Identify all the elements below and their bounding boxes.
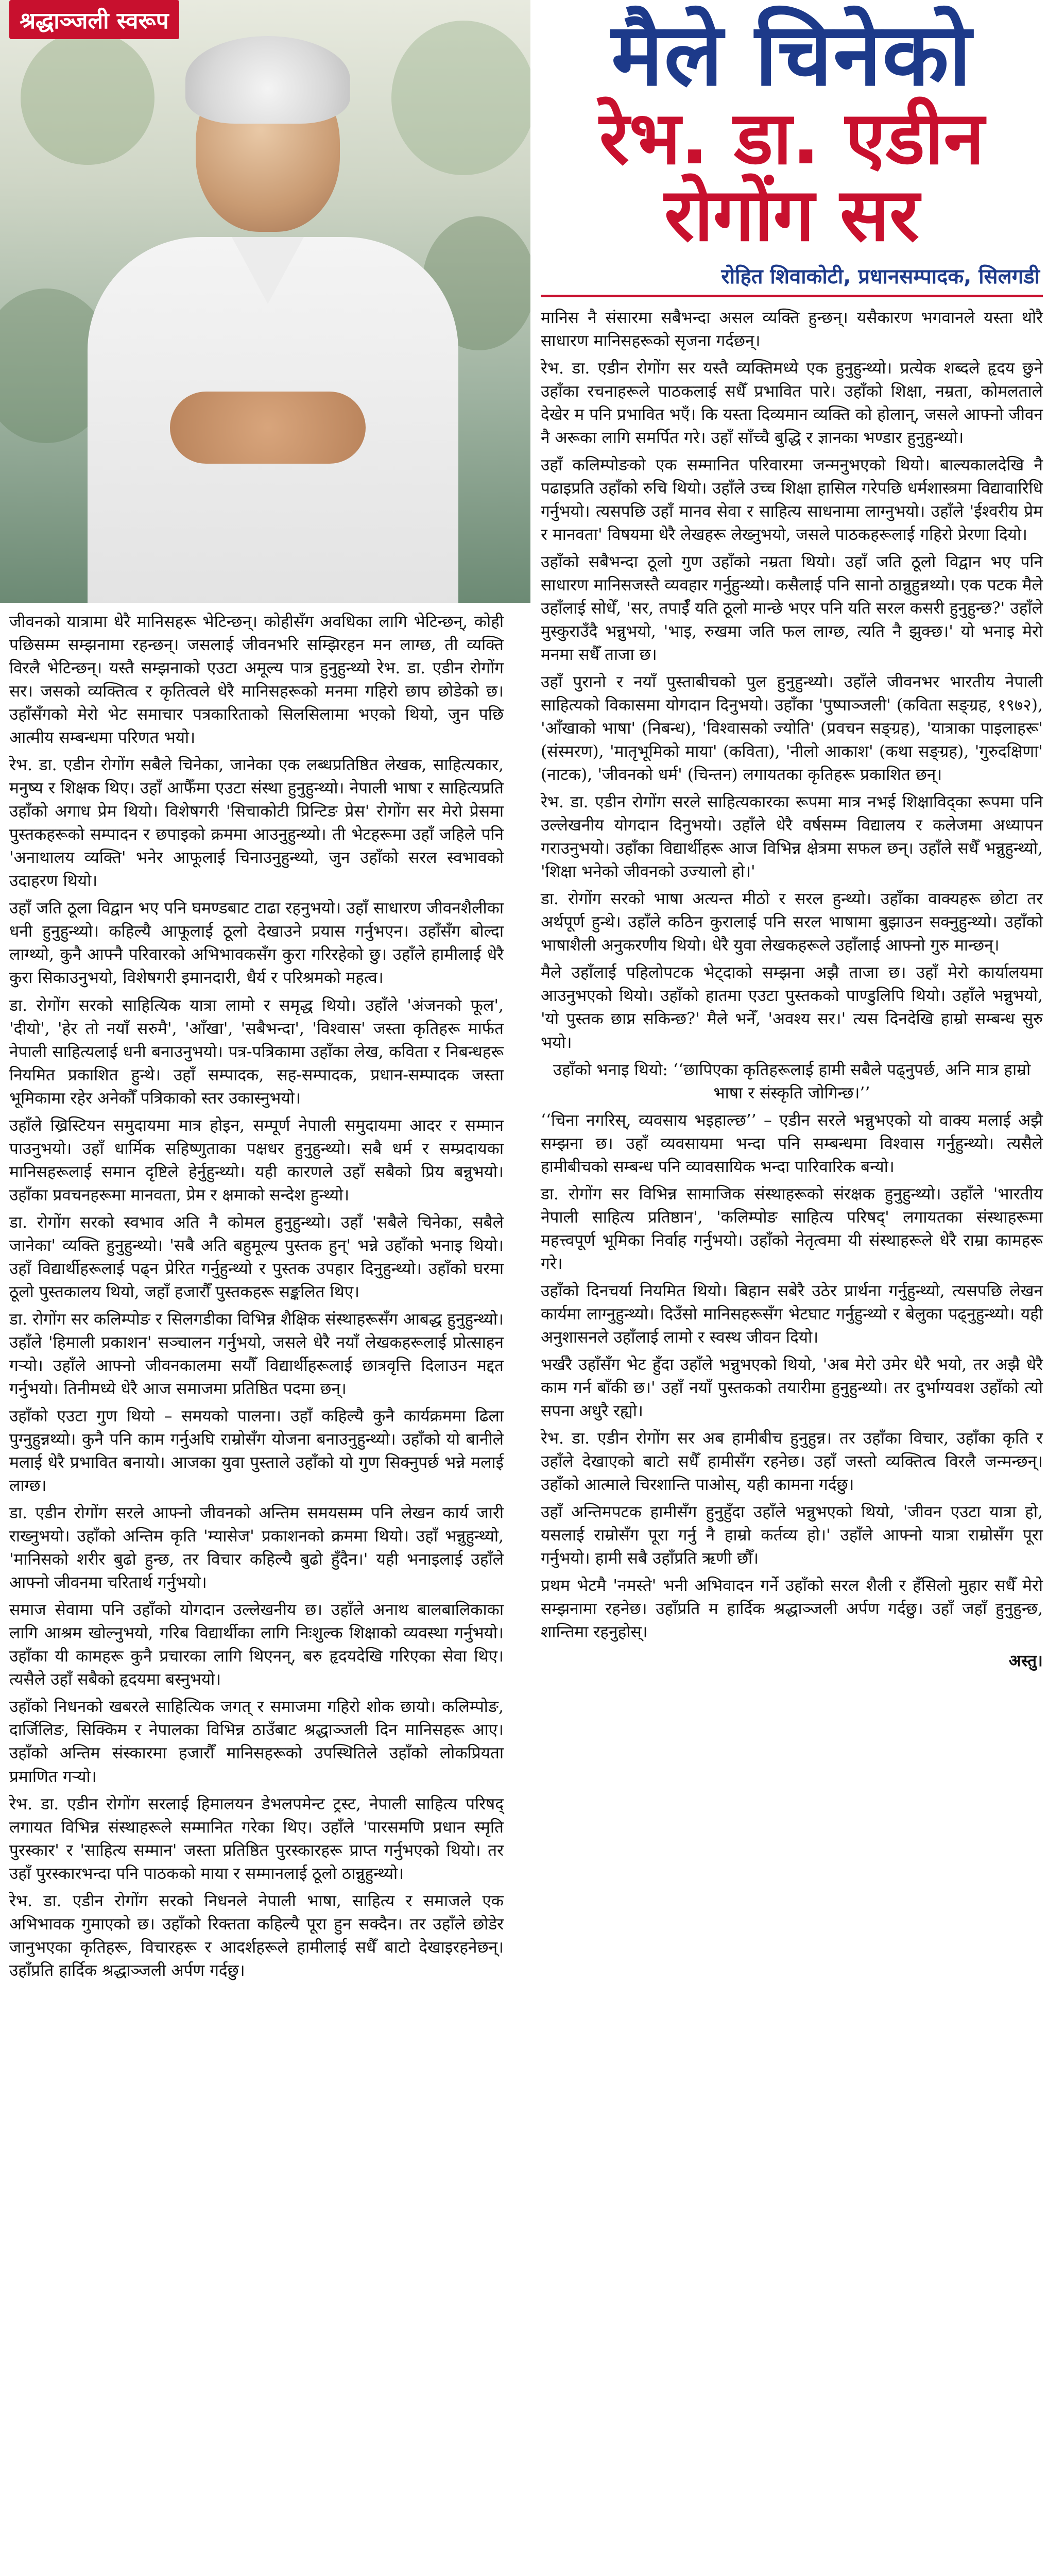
paragraph: उहाँको सबैभन्दा ठूलो गुण उहाँको नम्रता थियो। उहाँ जति ठूलो विद्वान भए पनि साधारण मानिसजस्तै व्यवहार गर्नुहुन्थ्यो। कसैलाई पनि सानो ठान्नुहुन्नथ्यो। एक पटक मैले उहाँलाई सोधेँ, 'सर, तपाईँ यति ठूलो मान्छे भएर पनि यति सरल कसरी हुनुहुन्छ?' उहाँले मुस्कुराउँदै भन्नुभयो, 'भाइ, रुखमा जति फल लाग्छ, त्यति नै झुक्छ।' यो भनाइ मेरो मनमा सधैँ ताजा छ। bbox=[541, 552, 1043, 665]
right-article-text bbox=[541, 307, 1043, 1673]
paragraph: डा. रोगोंग सरको साहित्यिक यात्रा लामो र समृद्ध थियो। उहाँले 'अंजनको फूल', 'दीयो', 'हेर तो नयाँ सरुमै', 'आँखा', 'सबैभन्दा', 'विश्वास' जस्ता कृतिहरू मार्फत नेपाली साहित्यलाई धनी बनाउनुभयो। पत्र-पत्रिकामा उहाँका लेख, कविता र निबन्धहरू नियमित प्रकाशित हुन्थे। उहाँ सम्पादक, सह-सम्पादक, प्रधान-सम्पादक जस्ता भूमिकामा रहेर अनेकौँ पत्रिकाको स्तर उकास्नुभयो। bbox=[9, 996, 504, 1108]
paragraph: रेभ. डा. एडीन रोगोंग सरले साहित्यकारका रूपमा मात्र नभई शिक्षाविद्का रूपमा पनि उल्लेखनीय योगदान दिनुभयो। उहाँले धेरै वर्षसम्म विद्यालय र कलेजमा अध्यापन गराउनुभयो। उहाँका विद्यार्थीहरू आज विभिन्न क्षेत्रमा सफल छन्। उहाँले सधैँ भन्नुहुन्थ्यो, 'शिक्षा भनेको जीवनको उज्यालो हो।' bbox=[541, 793, 1043, 882]
paragraph: डा. रोगोंग सरको भाषा अत्यन्त मीठो र सरल हुन्थ्यो। उहाँका वाक्यहरू छोटा तर अर्थपूर्ण हुन्थे। उहाँले कठिन कुरालाई पनि सरल भाषामा बुझाउन सक्नुहुन्थ्यो। उहाँको भाषाशैली अनुकरणीय थियो। धेरै युवा लेखकहरूले उहाँलाई आफ्नो गुरु मान्छन्। bbox=[541, 890, 1043, 955]
paragraph: उहाँ जति ठूला विद्वान भए पनि घमण्डबाट टाढा रहनुभयो। उहाँ साधारण जीवनशैलीका धनी हुनुहुन्थ्यो। कहिल्यै आफूलाई ठूलो देखाउने प्रयास गर्नुभएन। उहाँसँग बोल्दा लाग्थ्यो, कुनै आफ्नै परिवारको अभिभावकसँग कुरा गरिरहेको छु। उहाँले हामीलाई धेरै कुरा सिकाउनुभयो, विशेषगरी इमानदारी, धैर्य र परिश्रमको महत्व। bbox=[9, 899, 504, 988]
paragraph: मानिस नै संसारमा सबैभन्दा असल व्यक्ति हुन्छन्। यसैकारण भगवानले यस्ता थोरै साधारण मानिसहरूको सृजना गर्दछन्। bbox=[541, 308, 1043, 350]
right-column bbox=[536, 0, 1043, 1683]
pull-quote: उहाँको भनाइ थियो: ‘‘छापिएका कृतिहरूलाई हामी सबैले पढ्नुपर्छ, अनि मात्र हाम्रो भाषा र संस्कृति जोगिन्छ।’’ bbox=[553, 1060, 1031, 1103]
paragraph: उहाँ पुरानो र नयाँ पुस्ताबीचको पुल हुनुहुन्थ्यो। उहाँले जीवनभर भारतीय नेपाली साहित्यको विकासमा योगदान दिनुभयो। उहाँका 'पुष्पाञ्जली' (कविता सङ्ग्रह, १९७२), 'आँखाको भाषा' (निबन्ध), 'विश्वासको ज्योति' (प्रवचन सङ्ग्रह), 'यात्राका पाइलाहरू' (संस्मरण), 'मातृभूमिको माया' (कविता), 'नीलो आकाश' (कथा सङ्ग्रह), 'गुरुदक्षिणा' (नाटक), 'जीवनको धर्म' (चिन्तन) लगायतका कृतिहरू प्रकाशित छन्। bbox=[541, 673, 1043, 785]
paragraph: प्रथम भेटमै 'नमस्ते' भनी अभिवादन गर्ने उहाँको सरल शैली र हँसिलो मुहार सधैँ मेरो सम्झनामा रहनेछ। उहाँप्रति म हार्दिक श्रद्धाञ्जली अर्पण गर्दछु। उहाँ जहाँ हुनुहुन्छ, शान्तिमा रहनुहोस्। bbox=[541, 1577, 1043, 1642]
paragraph: रेभ. डा. एडीन रोगोंग सर अब हामीबीच हुनुहुन्न। तर उहाँका विचार, उहाँका कृति र उहाँले देखाएको बाटो सधैँ हामीसँग रहनेछ। उहाँ जस्तो व्यक्तित्व विरलै जन्मन्छन्। उहाँको आत्माले चिरशान्ति पाओस्, यही कामना गर्दछु। bbox=[541, 1429, 1043, 1495]
section-tag: श्रद्धाञ्जली स्वरूप bbox=[9, 0, 179, 39]
portrait-photo bbox=[0, 0, 530, 603]
paragraph: उहाँ कलिम्पोङको एक सम्मानित परिवारमा जन्मनुभएको थियो। बाल्यकालदेखि नै पढाइप्रति उहाँको रुचि थियो। उहाँले उच्च शिक्षा हासिल गरेपछि धर्मशास्त्रमा विद्यावारिधि गर्नुभयो। त्यसपछि उहाँ मानव सेवा र साहित्य साधनामा लाग्नुभयो। उहाँले 'ईश्वरीय प्रेम र मानवता' विषयमा धेरै लेखहरू लेख्नुभयो, जसले पाठकहरूलाई गहिरो प्रेरणा दियो। bbox=[541, 455, 1043, 544]
byline: रोहित शिवाकोटी, प्रधानसम्पादक, सिलगडी bbox=[541, 259, 1043, 297]
paragraph: रेभ. डा. एडीन रोगोंग सबैले चिनेका, जानेका एक लब्धप्रतिष्ठित लेखक, साहित्यकार, मनुष्य र शिक्षक थिए। उहाँ आफैँमा एउटा संस्था हुनुहुन्थ्यो। नेपाली भाषा र साहित्यप्रति उहाँको अगाध प्रेम थियो। विशेषगरी 'सिचाकोटी प्रिन्टिङ प्रेस' रोगोंग सर मेरो प्रेसमा पुस्तकहरूको सम्पादन र छपाइको क्रममा आउनुहुन्थ्यो। ती भेटहरूमा उहाँ जहिले पनि 'अनाथालय व्यक्ति' भनेर आफूलाई चिनाउनुहुन्थ्यो, जुन उहाँको सरल स्वभावको उदाहरण थियो। bbox=[9, 756, 504, 891]
paragraph: उहाँ अन्तिमपटक हामीसँग हुनुहुँदा उहाँले भन्नुभएको थियो, 'जीवन एउटा यात्रा हो, यसलाई राम्रोसँग पूरा गर्नु नै हाम्रो कर्तव्य हो।' उहाँले आफ्नो यात्रा राम्रोसँग पूरा गर्नुभयो। हामी सबै उहाँप्रति ऋणी छौँ। bbox=[541, 1503, 1043, 1568]
portrait-hands bbox=[170, 392, 366, 464]
paragraph: मैले उहाँलाई पहिलोपटक भेट्दाको सम्झना अझै ताजा छ। उहाँ मेरो कार्यालयमा आउनुभएको थियो। उहाँको हातमा एउटा पुस्तकको पाण्डुलिपि थियो। उहाँले भन्नुभयो, 'यो पुस्तक छाप्न सकिन्छ?' मैले भनेँ, 'अवश्य सर।' त्यस दिनदेखि हाम्रो सम्बन्ध सुरु भयो। bbox=[541, 963, 1043, 1052]
paragraph: डा. रोगोंग सर कलिम्पोङ र सिलगडीका विभिन्न शैक्षिक संस्थाहरूसँग आबद्ध हुनुहुन्थ्यो। उहाँले 'हिमाली प्रकाशन' सञ्चालन गर्नुभयो, जसले धेरै नयाँ लेखकहरूलाई प्रोत्साहन गर्‍यो। उहाँले आफ्नो जीवनकालमा सयौँ विद्यार्थीहरूलाई छात्रवृत्ति दिलाउन मद्दत गर्नुभयो। तिनीमध्ये धेरै आज समाजमा प्रतिष्ठित पदमा छन्। bbox=[9, 1310, 504, 1398]
left-column bbox=[0, 0, 512, 1980]
end-mark: अस्तु। bbox=[1008, 1651, 1043, 1671]
paragraph: डा. रोगोंग सर विभिन्न सामाजिक संस्थाहरूको संरक्षक हुनुहुन्थ्यो। उहाँले 'भारतीय नेपाली साहित्य प्रतिष्ठान', 'कलिम्पोङ साहित्य परिषद्' लगायतका संस्थाहरूमा महत्त्वपूर्ण भूमिका निर्वाह गर्नुभयो। उहाँको नेतृत्वमा यी संस्थाहरूले धेरै राम्रा कामहरू गरे। bbox=[541, 1184, 1043, 1273]
paragraph: डा. एडीन रोगोंग सरले आफ्नो जीवनको अन्तिम समयसम्म पनि लेखन कार्य जारी राख्नुभयो। उहाँको अन्तिम कृति 'म्यासेज' प्रकाशनको क्रममा थियो। उहाँ भन्नुहुन्थ्यो, 'मानिसको शरीर बुढो हुन्छ, तर विचार कहिल्यै बुढो हुँदैन।' यही भनाइलाई उहाँले आफ्नो जीवनमा चरितार्थ गर्नुभयो। bbox=[9, 1504, 504, 1592]
paragraph: उहाँको निधनको खबरले साहित्यिक जगत् र समाजमा गहिरो शोक छायो। कलिम्पोङ, दार्जिलिङ, सिक्किम र नेपालका विभिन्न ठाउँबाट श्रद्धाञ्जली दिन मानिसहरू आए। उहाँको अन्तिम संस्कारमा हजारौँ मानिसहरूको उपस्थितिले उहाँको लोकप्रियता प्रमाणित गर्‍यो। bbox=[9, 1698, 504, 1786]
paragraph: उहाँको दिनचर्या नियमित थियो। बिहान सबेरै उठेर प्रार्थना गर्नुहुन्थ्यो, त्यसपछि लेखन कार्यमा लाग्नुहुन्थ्यो। दिउँसो मानिसहरूसँग भेटघाट गर्नुहुन्थ्यो र बेलुका पढ्नुहुन्थ्यो। यही अनुशासनले उहाँलाई लामो र स्वस्थ जीवन दियो। bbox=[541, 1281, 1043, 1347]
headline-line-1: मैले चिनेको bbox=[611, 4, 972, 105]
paragraph: रेभ. डा. एडीन रोगोंग सरलाई हिमालयन डेभलपमेन्ट ट्रस्ट, नेपाली साहित्य परिषद् लगायत विभिन्न संस्थाहरूले सम्मानित गरेका थिए। उहाँले 'पारसमणि प्रधान स्मृति पुरस्कार' र 'साहित्य सम्मान' जस्ता प्रतिष्ठित पुरस्कारहरू प्राप्त गर्नुभएको थियो। तर उहाँ पुरस्कारभन्दा पनि पाठकको माया र सम्मानलाई ठूलो ठान्नुहुन्थ्यो। bbox=[9, 1794, 504, 1883]
left-article-text bbox=[9, 611, 504, 1987]
paragraph: उहाँको एउटा गुण थियो – समयको पालना। उहाँ कहिल्यै कुनै कार्यक्रममा ढिला पुग्नुहुन्नथ्यो। कुनै पनि काम गर्नुअघि राम्रोसँग योजना बनाउनुहुन्थ्यो। उहाँको यो बानीले मलाई धेरै प्रभावित बनायो। आजका युवा पुस्ताले उहाँको यो गुण सिक्नुपर्छ भन्ने मलाई लाग्छ। bbox=[9, 1407, 504, 1496]
portrait-hair bbox=[185, 36, 350, 124]
paragraph: जीवनको यात्रामा धेरै मानिसहरू भेटिन्छन्। कोहीसँग अवधिका लागि भेटिन्छन्, कोही पछिसम्म सम्झनामा रहन्छन्। जसलाई जीवनभरि सम्झिरहन मन लाग्छ, ती व्यक्ति विरलै भेटिन्छन्। यस्तै सम्झनाको एउटा अमूल्य पात्र हुनुहुन्थ्यो रेभ. डा. एडीन रोगोंग सर। जसको व्यक्तित्व र कृतित्वले धेरै मानिसहरूको मनमा गहिरो छाप छोडेको छ। उहाँसँगको मेरो भेट समाचार पत्रकारिताको सिलसिलामा भएको थियो, जुन पछि आत्मीय सम्बन्धमा परिणत भयो। bbox=[9, 613, 504, 748]
paragraph: उहाँले ख्रिस्टियन समुदायमा मात्र होइन, सम्पूर्ण नेपाली समुदायमा आदर र सम्मान पाउनुभयो। उहाँ धार्मिक सहिष्णुताका पक्षधर हुनुहुन्थ्यो। सबै धर्म र सम्प्रदायका मानिसहरूलाई समान दृष्टिले हेर्नुहुन्थ्यो। यही कारणले उहाँ सबैको प्रिय बन्नुभयो। उहाँका प्रवचनहरूमा मानवता, प्रेम र क्षमाको सन्देश हुन्थ्यो। bbox=[9, 1116, 504, 1205]
paragraph: डा. रोगोंग सरको स्वभाव अति नै कोमल हुनुहुन्थ्यो। उहाँ 'सबैले चिनेका, सबैले जानेका' व्यक्ति हुनुहुन्थ्यो। 'सबै अति बहुमूल्य पुस्तक हुन्' भन्ने उहाँको भनाइ थियो। उहाँ विद्यार्थीहरूलाई पढ्न प्रेरित गर्नुहुन्थ्यो र पुस्तक उपहार दिनुहुन्थ्यो। उहाँको घरमा ठूलो पुस्तकालय थियो, जहाँ हजारौँ पुस्तकहरू सङ्कलित थिए। bbox=[9, 1213, 504, 1301]
paragraph: समाज सेवामा पनि उहाँको योगदान उल्लेखनीय छ। उहाँले अनाथ बालबालिकाका लागि आश्रम खोल्नुभयो, गरिब विद्यार्थीका लागि निःशुल्क शिक्षाको व्यवस्था गर्नुभयो। उहाँका यी कामहरू कुनै प्रचारका लागि थिएनन्, बरु हृदयदेखि गरिएका सेवा थिए। त्यसैले उहाँ सबैको हृदयमा बस्नुभयो। bbox=[9, 1601, 504, 1689]
paragraph: ‘‘चिना नगरिस्, व्यवसाय भइहाल्छ’’ – एडीन सरले भन्नुभएको यो वाक्य मलाई अझै सम्झना छ। उहाँ व्यवसायमा भन्दा पनि सम्बन्धमा विश्वास गर्नुहुन्थ्यो। त्यसैले हामीबीचको सम्बन्ध पनि व्यावसायिक भन्दा पारिवारिक बन्यो। bbox=[541, 1111, 1043, 1176]
paragraph: रेभ. डा. एडीन रोगोंग सरको निधनले नेपाली भाषा, साहित्य र समाजले एक अभिभावक गुमाएको छ। उहाँको रिक्तता कहिल्यै पूरा हुन सक्दैन। तर उहाँले छोडेर जानुभएका कृतिहरू, विचारहरू र आदर्शहरूले हामीलाई सधैँ बाटो देखाइरहनेछन्। उहाँप्रति हार्दिक श्रद्धाञ्जली अर्पण गर्दछु। bbox=[9, 1891, 504, 1980]
paragraph: भर्खरै उहाँसँग भेट हुँदा उहाँले भन्नुभएको थियो, 'अब मेरो उमेर धेरै भयो, तर अझै धेरै काम गर्न बाँकी छ।' उहाँ नयाँ पुस्तकको तयारीमा हुनुहुन्थ्यो। तर दुर्भाग्यवश उहाँको त्यो सपना अधुरै रह्यो। bbox=[541, 1355, 1043, 1420]
paragraph: रेभ. डा. एडीन रोगोंग सर यस्तै व्यक्तिमध्ये एक हुनुहुन्थ्यो। प्रत्येक शब्दले हृदय छुने उहाँका रचनाहरूले पाठकलाई सधैँ प्रभावित पारे। उहाँको शिक्षा, नम्रता, कोमलताले देखेर म पनि प्रभावित भएँ। कि यस्ता दिव्यमान व्यक्ति को होलान्, जसले आफ्नो जीवन नै अरूका लागि समर्पित गरे। उहाँ साँच्चै बुद्धि र ज्ञानका भण्डार हुनुहुन्थ्यो। bbox=[541, 359, 1043, 447]
headline-line-2: रेभ. डा. एडीन रोगोंग सर bbox=[599, 96, 985, 258]
